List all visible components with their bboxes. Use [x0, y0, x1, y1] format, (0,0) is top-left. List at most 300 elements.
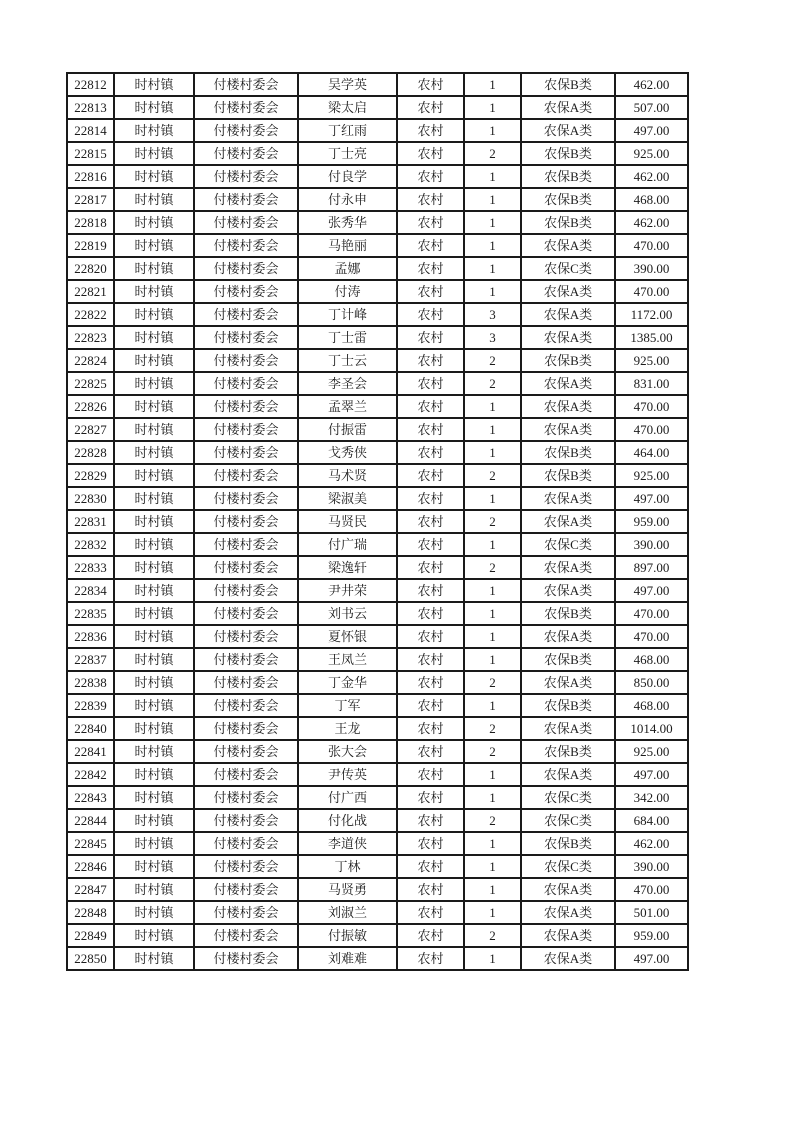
cell-insurance_class: 农保A类	[521, 418, 615, 441]
cell-town: 时村镇	[114, 96, 194, 119]
cell-amount: 470.00	[615, 878, 688, 901]
cell-count: 1	[464, 855, 521, 878]
cell-name: 丁军	[298, 694, 397, 717]
cell-count: 1	[464, 211, 521, 234]
cell-insurance_class: 农保A类	[521, 924, 615, 947]
cell-insurance_class: 农保B类	[521, 441, 615, 464]
cell-count: 1	[464, 786, 521, 809]
cell-name: 刘书云	[298, 602, 397, 625]
cell-insurance_class: 农保A类	[521, 395, 615, 418]
table-row	[67, 556, 688, 579]
cell-category: 农村	[397, 556, 464, 579]
cell-name: 丁士云	[298, 349, 397, 372]
cell-id: 22845	[67, 832, 114, 855]
cell-count: 1	[464, 533, 521, 556]
cell-village: 付楼村委会	[194, 694, 298, 717]
cell-name: 刘淑兰	[298, 901, 397, 924]
cell-amount: 390.00	[615, 533, 688, 556]
cell-name: 尹井荣	[298, 579, 397, 602]
cell-insurance_class: 农保A类	[521, 303, 615, 326]
cell-amount: 684.00	[615, 809, 688, 832]
cell-amount: 497.00	[615, 119, 688, 142]
cell-id: 22833	[67, 556, 114, 579]
table-row	[67, 924, 688, 947]
cell-count: 2	[464, 556, 521, 579]
cell-village: 付楼村委会	[194, 257, 298, 280]
cell-name: 孟娜	[298, 257, 397, 280]
cell-id: 22848	[67, 901, 114, 924]
cell-category: 农村	[397, 671, 464, 694]
table-row	[67, 947, 688, 970]
cell-id: 22819	[67, 234, 114, 257]
table-row	[67, 717, 688, 740]
cell-town: 时村镇	[114, 119, 194, 142]
cell-id: 22846	[67, 855, 114, 878]
cell-id: 22821	[67, 280, 114, 303]
cell-count: 3	[464, 326, 521, 349]
cell-category: 农村	[397, 73, 464, 96]
cell-count: 2	[464, 717, 521, 740]
cell-insurance_class: 农保A类	[521, 579, 615, 602]
cell-category: 农村	[397, 809, 464, 832]
cell-insurance_class: 农保A类	[521, 947, 615, 970]
cell-insurance_class: 农保B类	[521, 188, 615, 211]
cell-count: 1	[464, 73, 521, 96]
cell-name: 付永申	[298, 188, 397, 211]
cell-id: 22837	[67, 648, 114, 671]
cell-count: 1	[464, 395, 521, 418]
cell-id: 22840	[67, 717, 114, 740]
cell-amount: 462.00	[615, 832, 688, 855]
cell-id: 22825	[67, 372, 114, 395]
table-row	[67, 740, 688, 763]
table-body	[67, 73, 688, 970]
cell-insurance_class: 农保C类	[521, 855, 615, 878]
cell-count: 2	[464, 671, 521, 694]
cell-town: 时村镇	[114, 73, 194, 96]
cell-count: 1	[464, 832, 521, 855]
cell-name: 张大会	[298, 740, 397, 763]
cell-insurance_class: 农保A类	[521, 556, 615, 579]
cell-name: 王龙	[298, 717, 397, 740]
cell-category: 农村	[397, 510, 464, 533]
cell-town: 时村镇	[114, 142, 194, 165]
cell-village: 付楼村委会	[194, 418, 298, 441]
cell-count: 2	[464, 809, 521, 832]
cell-id: 22827	[67, 418, 114, 441]
cell-insurance_class: 农保B类	[521, 464, 615, 487]
cell-category: 农村	[397, 855, 464, 878]
cell-name: 丁金华	[298, 671, 397, 694]
table-row	[67, 188, 688, 211]
cell-category: 农村	[397, 119, 464, 142]
cell-id: 22817	[67, 188, 114, 211]
cell-village: 付楼村委会	[194, 832, 298, 855]
table-row	[67, 349, 688, 372]
cell-id: 22828	[67, 441, 114, 464]
cell-count: 1	[464, 648, 521, 671]
cell-id: 22814	[67, 119, 114, 142]
cell-category: 农村	[397, 763, 464, 786]
cell-village: 付楼村委会	[194, 901, 298, 924]
cell-category: 农村	[397, 372, 464, 395]
cell-town: 时村镇	[114, 418, 194, 441]
cell-name: 丁计峰	[298, 303, 397, 326]
table-row	[67, 901, 688, 924]
cell-name: 付广瑞	[298, 533, 397, 556]
cell-id: 22842	[67, 763, 114, 786]
cell-count: 2	[464, 142, 521, 165]
cell-category: 农村	[397, 418, 464, 441]
cell-town: 时村镇	[114, 924, 194, 947]
cell-name: 吴学英	[298, 73, 397, 96]
cell-category: 农村	[397, 901, 464, 924]
cell-id: 22818	[67, 211, 114, 234]
cell-amount: 342.00	[615, 786, 688, 809]
cell-town: 时村镇	[114, 763, 194, 786]
cell-village: 付楼村委会	[194, 119, 298, 142]
cell-id: 22838	[67, 671, 114, 694]
cell-category: 农村	[397, 740, 464, 763]
cell-insurance_class: 农保C类	[521, 786, 615, 809]
cell-name: 马术贤	[298, 464, 397, 487]
table-row	[67, 809, 688, 832]
cell-amount: 462.00	[615, 211, 688, 234]
table-row	[67, 96, 688, 119]
cell-village: 付楼村委会	[194, 648, 298, 671]
cell-village: 付楼村委会	[194, 73, 298, 96]
cell-count: 2	[464, 372, 521, 395]
cell-village: 付楼村委会	[194, 740, 298, 763]
cell-town: 时村镇	[114, 280, 194, 303]
cell-town: 时村镇	[114, 326, 194, 349]
table-row	[67, 510, 688, 533]
cell-category: 农村	[397, 832, 464, 855]
cell-amount: 464.00	[615, 441, 688, 464]
cell-name: 夏怀银	[298, 625, 397, 648]
cell-town: 时村镇	[114, 855, 194, 878]
cell-name: 戈秀侠	[298, 441, 397, 464]
cell-category: 农村	[397, 303, 464, 326]
cell-village: 付楼村委会	[194, 878, 298, 901]
table-row	[67, 395, 688, 418]
cell-village: 付楼村委会	[194, 625, 298, 648]
cell-category: 农村	[397, 487, 464, 510]
cell-amount: 470.00	[615, 395, 688, 418]
cell-town: 时村镇	[114, 165, 194, 188]
cell-count: 1	[464, 763, 521, 786]
cell-amount: 468.00	[615, 188, 688, 211]
cell-insurance_class: 农保A类	[521, 372, 615, 395]
cell-town: 时村镇	[114, 878, 194, 901]
cell-count: 1	[464, 602, 521, 625]
cell-category: 农村	[397, 280, 464, 303]
cell-category: 农村	[397, 786, 464, 809]
cell-amount: 959.00	[615, 924, 688, 947]
cell-name: 梁淑美	[298, 487, 397, 510]
cell-village: 付楼村委会	[194, 280, 298, 303]
cell-name: 付振雷	[298, 418, 397, 441]
table-row	[67, 73, 688, 96]
cell-id: 22836	[67, 625, 114, 648]
cell-id: 22813	[67, 96, 114, 119]
cell-town: 时村镇	[114, 832, 194, 855]
cell-village: 付楼村委会	[194, 671, 298, 694]
cell-insurance_class: 农保B类	[521, 165, 615, 188]
cell-id: 22831	[67, 510, 114, 533]
cell-insurance_class: 农保C类	[521, 533, 615, 556]
cell-village: 付楼村委会	[194, 533, 298, 556]
cell-town: 时村镇	[114, 602, 194, 625]
cell-category: 农村	[397, 234, 464, 257]
cell-town: 时村镇	[114, 395, 194, 418]
cell-town: 时村镇	[114, 257, 194, 280]
cell-count: 1	[464, 188, 521, 211]
cell-count: 1	[464, 878, 521, 901]
cell-count: 1	[464, 694, 521, 717]
cell-village: 付楼村委会	[194, 717, 298, 740]
cell-town: 时村镇	[114, 671, 194, 694]
cell-insurance_class: 农保A类	[521, 234, 615, 257]
cell-insurance_class: 农保C类	[521, 257, 615, 280]
cell-amount: 831.00	[615, 372, 688, 395]
cell-town: 时村镇	[114, 441, 194, 464]
cell-amount: 470.00	[615, 280, 688, 303]
cell-name: 李圣会	[298, 372, 397, 395]
cell-town: 时村镇	[114, 717, 194, 740]
cell-town: 时村镇	[114, 533, 194, 556]
cell-name: 付涛	[298, 280, 397, 303]
cell-count: 1	[464, 280, 521, 303]
table-row	[67, 602, 688, 625]
cell-town: 时村镇	[114, 809, 194, 832]
cell-count: 1	[464, 579, 521, 602]
cell-category: 农村	[397, 257, 464, 280]
cell-amount: 925.00	[615, 142, 688, 165]
cell-amount: 925.00	[615, 464, 688, 487]
cell-count: 1	[464, 234, 521, 257]
benefit-roster-table	[66, 72, 689, 971]
cell-village: 付楼村委会	[194, 96, 298, 119]
cell-insurance_class: 农保B类	[521, 211, 615, 234]
cell-id: 22822	[67, 303, 114, 326]
cell-insurance_class: 农保A类	[521, 625, 615, 648]
cell-insurance_class: 农保B类	[521, 740, 615, 763]
cell-id: 22847	[67, 878, 114, 901]
cell-insurance_class: 农保A类	[521, 763, 615, 786]
cell-amount: 850.00	[615, 671, 688, 694]
cell-village: 付楼村委会	[194, 441, 298, 464]
cell-count: 1	[464, 418, 521, 441]
cell-id: 22824	[67, 349, 114, 372]
cell-amount: 959.00	[615, 510, 688, 533]
cell-village: 付楼村委会	[194, 924, 298, 947]
cell-amount: 468.00	[615, 648, 688, 671]
cell-insurance_class: 农保B类	[521, 73, 615, 96]
table-row	[67, 280, 688, 303]
cell-count: 2	[464, 924, 521, 947]
cell-amount: 501.00	[615, 901, 688, 924]
table-row	[67, 487, 688, 510]
cell-village: 付楼村委会	[194, 165, 298, 188]
cell-insurance_class: 农保B类	[521, 602, 615, 625]
table-row	[67, 855, 688, 878]
cell-village: 付楼村委会	[194, 349, 298, 372]
table-row	[67, 326, 688, 349]
cell-name: 付化战	[298, 809, 397, 832]
cell-count: 1	[464, 947, 521, 970]
cell-id: 22812	[67, 73, 114, 96]
cell-count: 2	[464, 510, 521, 533]
cell-category: 农村	[397, 625, 464, 648]
cell-amount: 390.00	[615, 855, 688, 878]
cell-village: 付楼村委会	[194, 395, 298, 418]
table-row	[67, 119, 688, 142]
cell-id: 22839	[67, 694, 114, 717]
cell-amount: 462.00	[615, 165, 688, 188]
cell-name: 马艳丽	[298, 234, 397, 257]
cell-insurance_class: 农保B类	[521, 694, 615, 717]
cell-name: 付振敏	[298, 924, 397, 947]
cell-category: 农村	[397, 717, 464, 740]
cell-id: 22826	[67, 395, 114, 418]
cell-town: 时村镇	[114, 349, 194, 372]
cell-category: 农村	[397, 533, 464, 556]
table-row	[67, 671, 688, 694]
cell-town: 时村镇	[114, 648, 194, 671]
cell-id: 22843	[67, 786, 114, 809]
cell-amount: 497.00	[615, 487, 688, 510]
cell-village: 付楼村委会	[194, 234, 298, 257]
cell-amount: 1172.00	[615, 303, 688, 326]
cell-category: 农村	[397, 326, 464, 349]
cell-count: 3	[464, 303, 521, 326]
cell-amount: 897.00	[615, 556, 688, 579]
cell-id: 22815	[67, 142, 114, 165]
cell-amount: 470.00	[615, 602, 688, 625]
cell-category: 农村	[397, 878, 464, 901]
cell-insurance_class: 农保B类	[521, 142, 615, 165]
cell-name: 丁红雨	[298, 119, 397, 142]
cell-count: 1	[464, 441, 521, 464]
table-row	[67, 211, 688, 234]
table-row	[67, 441, 688, 464]
cell-name: 刘难难	[298, 947, 397, 970]
cell-count: 1	[464, 96, 521, 119]
cell-town: 时村镇	[114, 625, 194, 648]
cell-village: 付楼村委会	[194, 556, 298, 579]
cell-count: 1	[464, 625, 521, 648]
table-row	[67, 257, 688, 280]
cell-insurance_class: 农保A类	[521, 96, 615, 119]
cell-category: 农村	[397, 349, 464, 372]
cell-id: 22832	[67, 533, 114, 556]
cell-insurance_class: 农保A类	[521, 487, 615, 510]
cell-village: 付楼村委会	[194, 510, 298, 533]
cell-village: 付楼村委会	[194, 188, 298, 211]
cell-id: 22835	[67, 602, 114, 625]
cell-village: 付楼村委会	[194, 763, 298, 786]
table-row	[67, 763, 688, 786]
cell-village: 付楼村委会	[194, 464, 298, 487]
table-row	[67, 648, 688, 671]
cell-town: 时村镇	[114, 556, 194, 579]
cell-count: 2	[464, 740, 521, 763]
cell-category: 农村	[397, 602, 464, 625]
cell-name: 梁逸轩	[298, 556, 397, 579]
cell-amount: 1385.00	[615, 326, 688, 349]
cell-insurance_class: 农保A类	[521, 671, 615, 694]
cell-town: 时村镇	[114, 786, 194, 809]
cell-insurance_class: 农保A类	[521, 510, 615, 533]
cell-amount: 497.00	[615, 947, 688, 970]
cell-id: 22816	[67, 165, 114, 188]
cell-id: 22841	[67, 740, 114, 763]
table-row	[67, 625, 688, 648]
cell-id: 22834	[67, 579, 114, 602]
cell-amount: 470.00	[615, 418, 688, 441]
cell-name: 马贤民	[298, 510, 397, 533]
cell-name: 李道侠	[298, 832, 397, 855]
cell-insurance_class: 农保A类	[521, 901, 615, 924]
cell-village: 付楼村委会	[194, 855, 298, 878]
cell-insurance_class: 农保A类	[521, 119, 615, 142]
cell-category: 农村	[397, 211, 464, 234]
cell-id: 22820	[67, 257, 114, 280]
cell-amount: 462.00	[615, 73, 688, 96]
cell-id: 22849	[67, 924, 114, 947]
table-row	[67, 418, 688, 441]
cell-id: 22850	[67, 947, 114, 970]
cell-village: 付楼村委会	[194, 372, 298, 395]
cell-id: 22829	[67, 464, 114, 487]
cell-name: 尹传英	[298, 763, 397, 786]
cell-count: 1	[464, 487, 521, 510]
cell-amount: 390.00	[615, 257, 688, 280]
table-row	[67, 786, 688, 809]
table-row	[67, 372, 688, 395]
cell-town: 时村镇	[114, 487, 194, 510]
cell-town: 时村镇	[114, 579, 194, 602]
cell-name: 孟翠兰	[298, 395, 397, 418]
cell-insurance_class: 农保A类	[521, 326, 615, 349]
cell-category: 农村	[397, 947, 464, 970]
cell-town: 时村镇	[114, 464, 194, 487]
cell-name: 丁士亮	[298, 142, 397, 165]
cell-village: 付楼村委会	[194, 786, 298, 809]
cell-insurance_class: 农保B类	[521, 832, 615, 855]
cell-amount: 925.00	[615, 740, 688, 763]
cell-category: 农村	[397, 395, 464, 418]
cell-count: 2	[464, 464, 521, 487]
cell-category: 农村	[397, 579, 464, 602]
cell-id: 22830	[67, 487, 114, 510]
cell-category: 农村	[397, 165, 464, 188]
cell-name: 张秀华	[298, 211, 397, 234]
cell-village: 付楼村委会	[194, 602, 298, 625]
cell-insurance_class: 农保A类	[521, 878, 615, 901]
cell-name: 丁林	[298, 855, 397, 878]
cell-insurance_class: 农保A类	[521, 280, 615, 303]
cell-amount: 497.00	[615, 763, 688, 786]
cell-category: 农村	[397, 694, 464, 717]
table-row	[67, 832, 688, 855]
cell-category: 农村	[397, 924, 464, 947]
cell-village: 付楼村委会	[194, 487, 298, 510]
cell-village: 付楼村委会	[194, 579, 298, 602]
cell-name: 付良学	[298, 165, 397, 188]
cell-town: 时村镇	[114, 188, 194, 211]
